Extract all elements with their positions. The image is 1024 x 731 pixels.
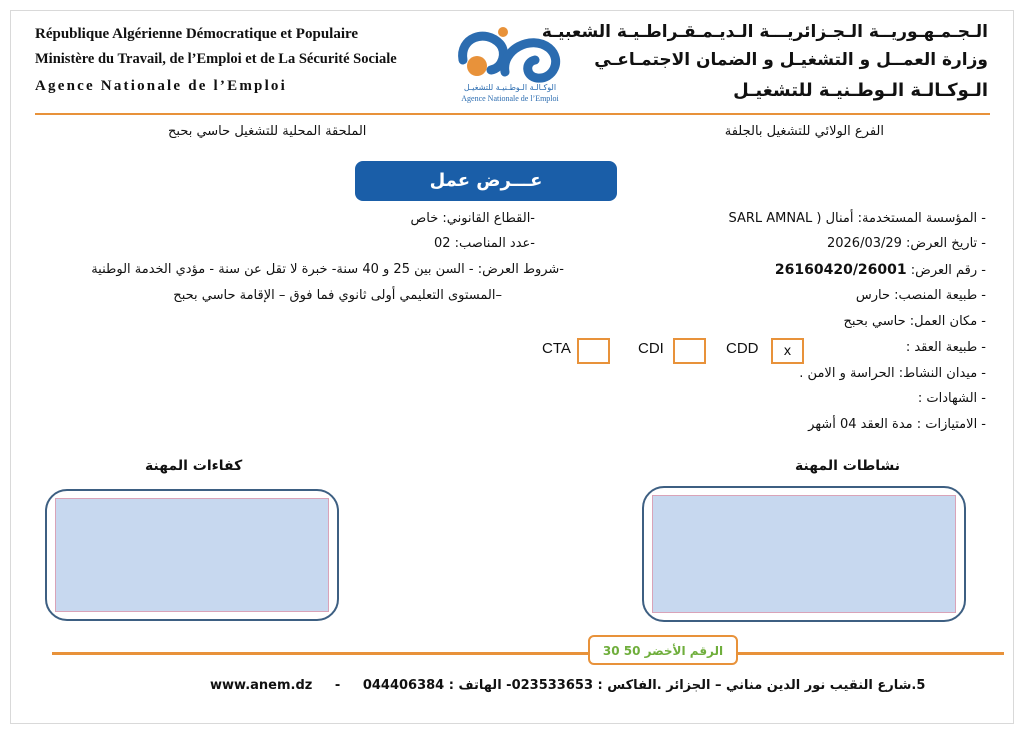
field-education: –المستوى التعليمي أولى ثانوي فما فوق – الإقامة حاسي بحبح: [173, 288, 502, 303]
cta-checkbox[interactable]: [577, 338, 610, 364]
page-title: عـــرض عمل: [355, 161, 617, 201]
field-activity: - ميدان النشاط: الحراسة و الامن .: [799, 366, 986, 381]
header-fr-line3: Agence Nationale de l’Emploi: [35, 78, 288, 94]
field-offer-number: [775, 262, 986, 278]
green-number-badge: الرقم الأخضر 50 30: [588, 635, 738, 665]
field-employer: - المؤسسة المستخدمة: أمنال ( SARL AMNAL: [728, 211, 986, 226]
skills-panel[interactable]: [45, 489, 339, 621]
activities-panel[interactable]: [642, 486, 966, 622]
header-fr-line1: République Algérienne Démocratique et Populaire: [35, 26, 359, 42]
logo-text-ar: الوكـالـة الـوطـنيـة للتشغيـل: [463, 83, 557, 92]
skills-title: كفاءات المهنة: [145, 458, 243, 474]
header-fr-line2: Ministère du Travail, de l’Emploi et de La Sécurité Sociale: [35, 51, 397, 67]
cdi-checkbox[interactable]: [673, 338, 706, 364]
footer-website[interactable]: www.anem.dz: [210, 678, 313, 693]
header-ar-line3: الـوكـالـة الـوطـنيـة للتشغيـل: [733, 80, 988, 101]
offer-number-label: - رقم العرض:: [910, 263, 986, 278]
cdd-label: CDD: [726, 340, 759, 357]
field-positions: -عدد المناصب: 02: [433, 236, 535, 251]
field-job-nature: - طبيعة المنصب: حارس: [855, 288, 986, 303]
footer-divider: [52, 652, 1004, 655]
field-workplace: - مكان العمل: حاسي بحبح: [843, 314, 986, 329]
footer-separator: -: [334, 678, 341, 693]
field-conditions: -شروط العرض: - السن بين 25 و 40 سنة- خبرة لا تقل عن سنة - مؤدي الخدمة الوطنية: [91, 262, 564, 277]
footer-line: [210, 678, 925, 693]
activities-title: نشاطات المهنة: [795, 458, 901, 474]
field-diplomas: - الشهادات :: [917, 391, 986, 406]
skills-textarea[interactable]: [55, 498, 329, 612]
logo-text-fr: Agence Nationale de l’Emploi: [461, 94, 559, 103]
header-ar-line2: وزارة العمــل و التشغيـل و الضمان الاجتمـاعـي: [594, 50, 988, 70]
branch-left: الملحقة المحلية للتشغيل حاسي بحبح: [168, 124, 367, 139]
cdi-label: CDI: [638, 340, 664, 357]
field-legal-sector: -القطاع القانوني: خاص: [410, 211, 535, 226]
field-offer-date: - تاريخ العرض: 2026/03/29: [826, 236, 986, 251]
cta-label: CTA: [542, 340, 571, 357]
offer-number-value: 26160420/26001: [774, 262, 907, 278]
field-contract-type: - طبيعة العقد :: [905, 340, 986, 355]
branch-right: الفرع الولائي للتشغيل بالجلفة: [724, 124, 884, 139]
footer-address: 5.شارع النقيب نور الدين مناني – الجزائر .الفاكس : 023533653- الهاتف : 044406384: [362, 678, 926, 693]
field-benefits: - الامتيازات : مدة العقد 04 أشهر: [808, 417, 986, 432]
activities-textarea[interactable]: [652, 495, 956, 613]
header-ar-line1: الـجـمـهـوريــة الـجـزائريـــة الـديـمـقـراطـيـة الشعبيـة: [541, 22, 988, 42]
cdd-checkbox[interactable]: x: [771, 338, 804, 364]
header-divider: [35, 113, 990, 115]
